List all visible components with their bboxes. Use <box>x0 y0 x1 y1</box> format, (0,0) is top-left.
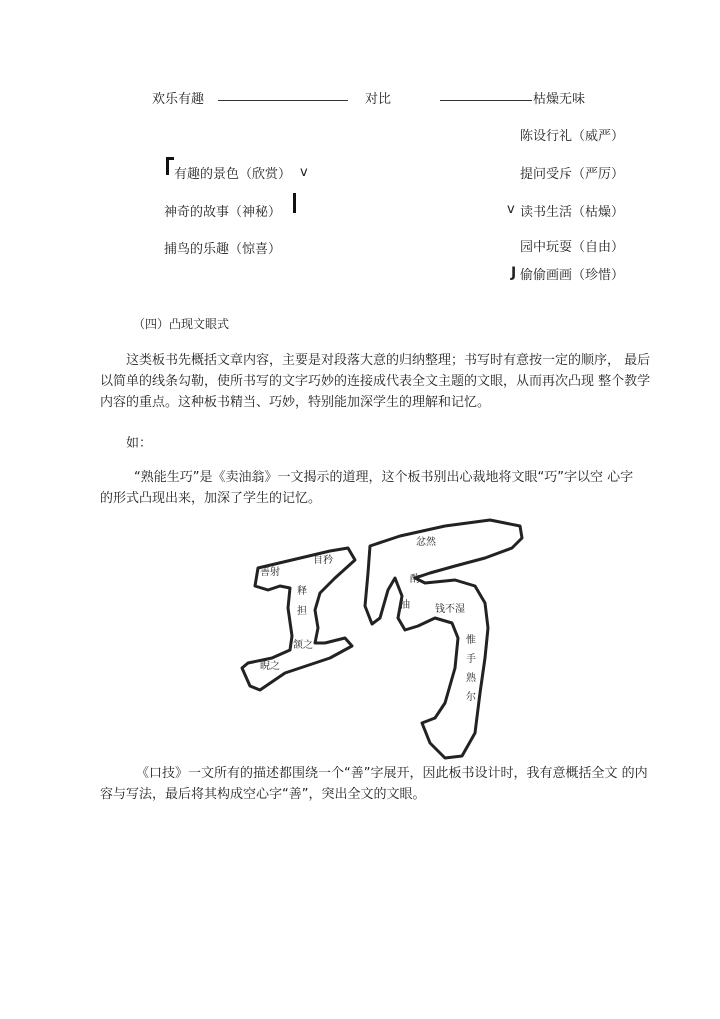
paragraph-3-line-1: 《口技》一文所有的描述都围绕一个“善”字展开，因此板书设计时，我有意概括全文 的内 <box>136 766 648 781</box>
left-item-3: 捕鸟的乐趣（惊喜） <box>164 242 282 257</box>
diagram-word-zhuo: 酌 <box>410 574 420 585</box>
paragraph-2 <box>100 467 634 509</box>
diagram-word-qian-bu-shi: 钱不湿 <box>435 604 465 615</box>
diagram-word-er: 尔 <box>466 692 476 703</box>
paragraph-2-line-2: 的形式凸现出来，加深了学生的记忆。 <box>100 491 322 506</box>
contrast-right-label: 枯燥无味 <box>533 92 586 107</box>
left-item-1: 有趣的景色（欣赏） <box>174 167 292 182</box>
qiao-right-stroke-outline <box>365 520 522 758</box>
contrast-middle-label: 对比 <box>365 92 392 107</box>
diagram-word-fen-ran: 忿然 <box>416 537 436 548</box>
left-mark-v: v <box>300 165 308 180</box>
left-bracket-top-arm <box>166 157 174 160</box>
diagram-word-zi-jin: 自矜 <box>313 555 333 566</box>
diagram-word-you: 油 <box>400 600 410 611</box>
right-item-5: 偷偷画画（珍惜） <box>520 268 625 283</box>
paragraph-3 <box>100 763 648 805</box>
right-item-1: 陈设行礼（威严） <box>520 129 625 144</box>
paragraph-1-line-1: 这类板书先概括文章内容，主要是对段落大意的归纳整理；书写时有意按一定的顺序， 最后 <box>126 353 651 368</box>
section-heading: （四）凸现文眼式 <box>133 317 230 331</box>
paragraph-1 <box>100 350 651 413</box>
diagram-word-wei: 惟 <box>466 635 476 646</box>
right-item-2: 提问受斥（严厉） <box>520 167 625 182</box>
paragraph-1-line-3: 内容的重点。这种板书精当、巧妙，特别能加深学生的理解和记忆。 <box>100 395 491 410</box>
diagram-word-ni-zhi: 睨之 <box>260 661 280 672</box>
right-item-3: 读书生活（枯燥） <box>520 205 625 220</box>
right-item-4: 园中玩耍（自由） <box>520 240 625 255</box>
contrast-blank-left <box>218 86 348 101</box>
diagram-word-shu: 熟 <box>466 673 476 684</box>
diagram-word-han-zhi: 颔之 <box>293 640 313 651</box>
left-item-2: 神奇的故事（神秘） <box>164 205 282 220</box>
left-bracket-middle <box>293 193 296 213</box>
paragraph-2-line-1: “熟能生巧”是《卖油翁》一文揭示的道理，这个板书别出心裁地将文眼“巧”字以空 心字 <box>134 470 634 485</box>
contrast-blank-right <box>440 86 532 101</box>
diagram-word-dan: 担 <box>297 606 307 617</box>
diagram-word-shi: 释 <box>297 586 307 597</box>
diagram-word-shou: 手 <box>466 654 476 665</box>
qiao-left-stroke-outline <box>242 548 355 690</box>
paragraph-1-line-2: 以简单的线条勾勒，使所书写的文字巧妙的连接成代表全文主题的文眼，从而再次凸现 整个教学 <box>100 374 651 389</box>
example-label: 如： <box>126 436 153 451</box>
hollow-character-qiao-diagram <box>230 518 530 763</box>
contrast-left-label: 欢乐有趣 <box>152 92 205 107</box>
diagram-word-shan-she: 善射 <box>260 567 280 578</box>
paragraph-3-line-2: 容与写法，最后将其构成空心字“善”，突出全文的文眼。 <box>100 787 426 802</box>
right-bracket-mark: J <box>511 265 517 281</box>
right-mark-v: v <box>507 202 515 217</box>
